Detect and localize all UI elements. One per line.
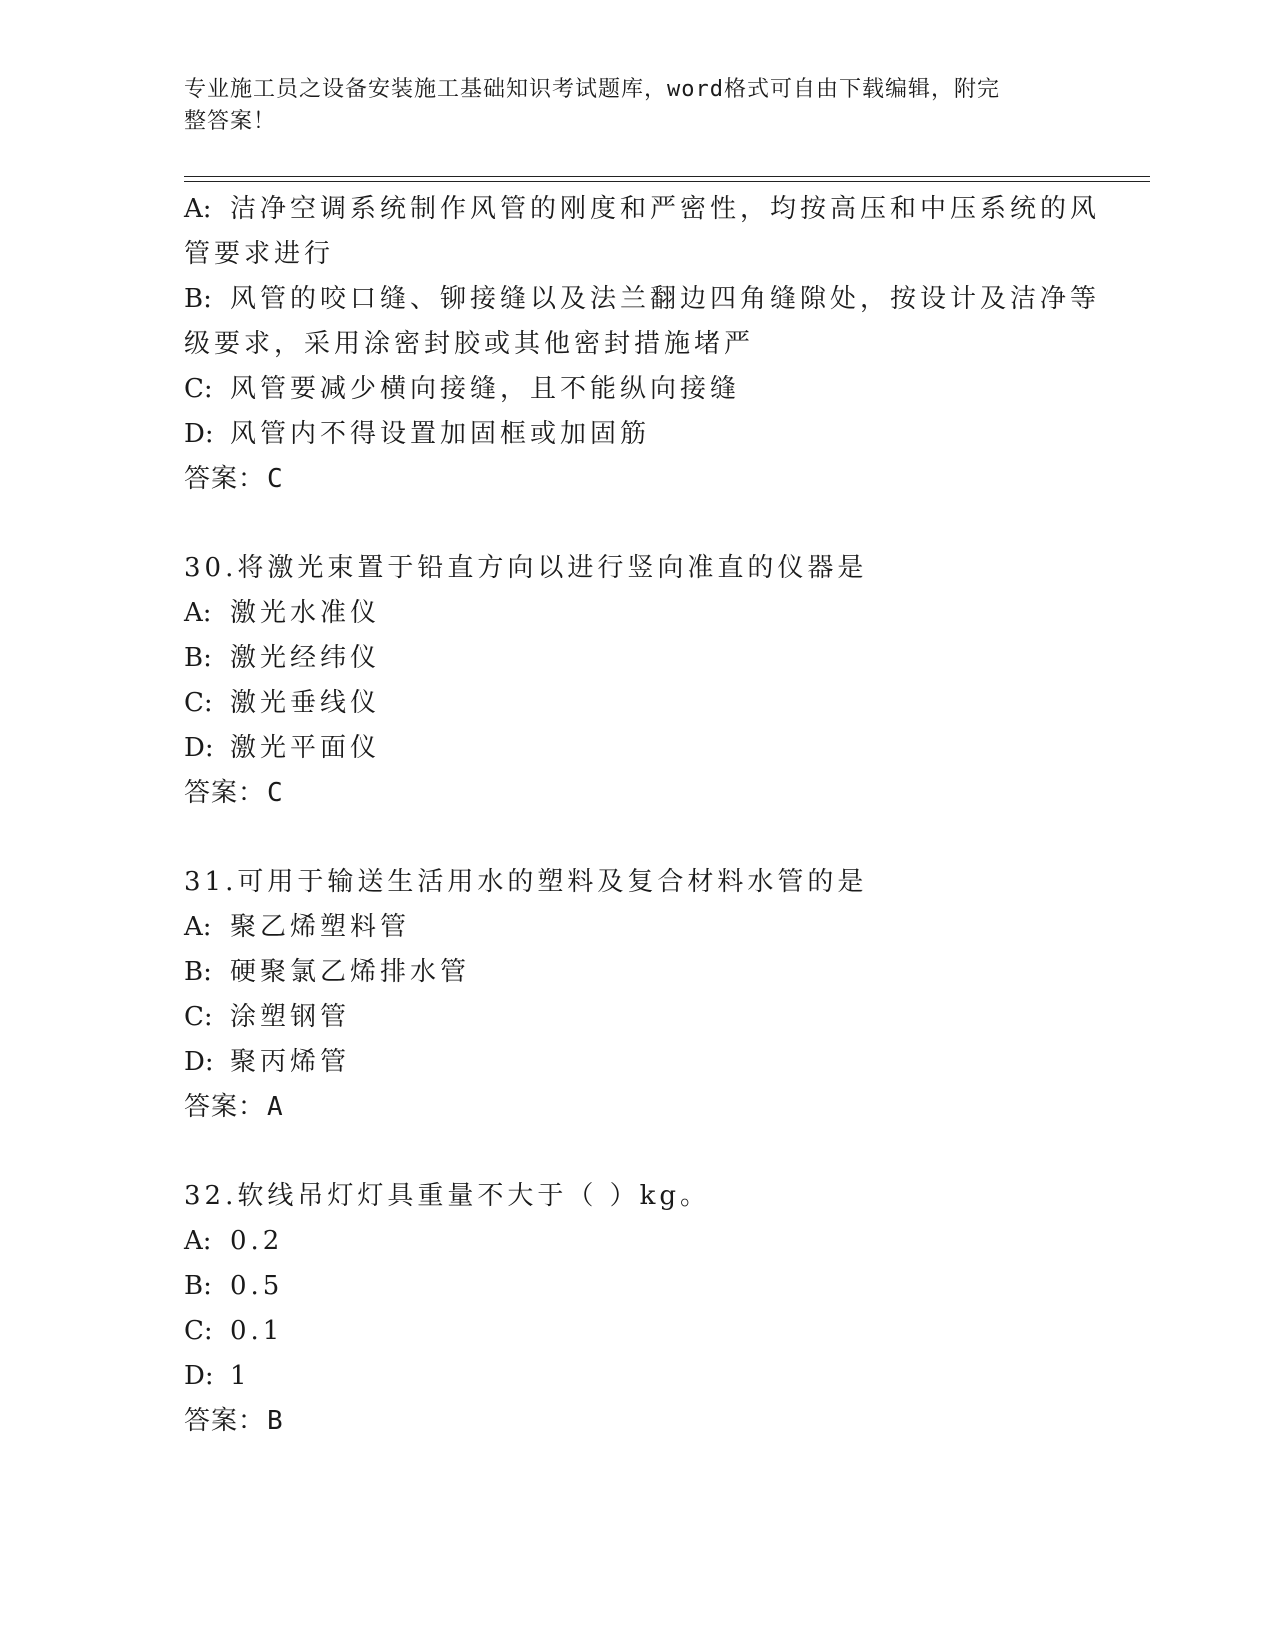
option-tag: A: xyxy=(184,1226,212,1256)
answer-line xyxy=(184,457,1084,502)
question-title: 31.可用于输送生活用水的塑料及复合材料水管的是 xyxy=(184,867,868,897)
header-rule-bottom xyxy=(184,181,1150,182)
answer-value: A xyxy=(267,1092,284,1122)
spacer xyxy=(184,816,1084,860)
answer-line xyxy=(184,771,1084,816)
option-tag: A: xyxy=(184,598,212,628)
option-tag: C: xyxy=(184,688,213,718)
option-text: 风管要减少横向接缝，且不能纵向接缝 xyxy=(230,374,741,404)
question-title: 30.将激光束置于铅直方向以进行竖向准直的仪器是 xyxy=(184,553,868,583)
option-tag: B: xyxy=(184,1271,212,1301)
answer-value: C xyxy=(267,464,284,494)
option-tag: C: xyxy=(184,1002,213,1032)
option-text: 激光垂线仪 xyxy=(230,688,381,718)
option-tag: B: xyxy=(184,957,212,987)
question-title: 32.软线吊灯灯具重量不大于（ ）kg。 xyxy=(184,1181,711,1211)
option-b xyxy=(184,950,1084,995)
question-30 xyxy=(184,546,1084,816)
question-29 xyxy=(184,187,1101,502)
option-text: 0.1 xyxy=(230,1316,284,1346)
option-text: 聚乙烯塑料管 xyxy=(230,912,411,942)
option-text: 激光经纬仪 xyxy=(230,643,381,673)
header-line-2: 整答案！ xyxy=(184,109,277,134)
option-text: 洁净空调系统制作风管的刚度和严密性，均按高压和中压系统的风 xyxy=(230,194,1101,224)
answer-label: 答案： xyxy=(184,464,266,494)
option-d xyxy=(184,1040,1084,1085)
option-a xyxy=(184,1219,1084,1264)
option-text: 激光水准仪 xyxy=(230,598,381,628)
option-a xyxy=(184,591,1084,636)
option-c xyxy=(184,995,1084,1040)
answer-value: C xyxy=(267,778,284,808)
option-text: 0.5 xyxy=(230,1271,284,1301)
option-tag: B: xyxy=(184,284,212,314)
option-text: 1 xyxy=(230,1361,251,1391)
option-b xyxy=(184,1264,1084,1309)
answer-label: 答案： xyxy=(184,1406,266,1436)
option-text: 聚丙烯管 xyxy=(230,1047,351,1077)
option-tag: C: xyxy=(184,1316,213,1346)
answer-label: 答案： xyxy=(184,1092,266,1122)
answer-line xyxy=(184,1085,1084,1130)
option-a-continued: 管要求进行 xyxy=(184,239,335,269)
option-c xyxy=(184,1309,1084,1354)
header-line-1: 专业施工员之设备安装施工基础知识考试题库，word格式可自由下载编辑，附完 xyxy=(184,77,1000,102)
answer-value: B xyxy=(267,1406,284,1436)
option-b xyxy=(184,277,1101,322)
spacer xyxy=(184,502,1084,546)
option-c xyxy=(184,367,1084,412)
option-c xyxy=(184,681,1084,726)
answer-line xyxy=(184,1399,1084,1444)
option-text: 风管内不得设置加固框或加固筋 xyxy=(230,419,651,449)
option-tag: A: xyxy=(184,912,212,942)
option-d xyxy=(184,412,1084,457)
option-text: 风管的咬口缝、铆接缝以及法兰翻边四角缝隙处，按设计及洁净等 xyxy=(230,284,1101,314)
option-tag: C: xyxy=(184,374,213,404)
option-d xyxy=(184,726,1084,771)
option-tag: D: xyxy=(184,1047,214,1077)
option-text: 涂塑钢管 xyxy=(230,1002,351,1032)
option-d xyxy=(184,1354,1084,1399)
option-tag: D: xyxy=(184,1361,214,1391)
option-tag: D: xyxy=(184,419,214,449)
option-tag: A: xyxy=(184,194,212,224)
option-b xyxy=(184,636,1084,681)
option-tag: D: xyxy=(184,733,214,763)
spacer xyxy=(184,1130,1084,1174)
option-tag: B: xyxy=(184,643,212,673)
option-text: 硬聚氯乙烯排水管 xyxy=(230,957,471,987)
question-32 xyxy=(184,1174,1084,1444)
option-text: 激光平面仪 xyxy=(230,733,381,763)
option-a xyxy=(184,187,1101,232)
header-rule-top xyxy=(184,176,1150,177)
answer-label: 答案： xyxy=(184,778,266,808)
option-b-continued: 级要求，采用涂密封胶或其他密封措施堵严 xyxy=(184,329,755,359)
question-list xyxy=(184,187,1101,1444)
question-31 xyxy=(184,860,1084,1130)
option-text: 0.2 xyxy=(230,1226,284,1256)
document-header xyxy=(184,74,1064,138)
option-a xyxy=(184,905,1084,950)
